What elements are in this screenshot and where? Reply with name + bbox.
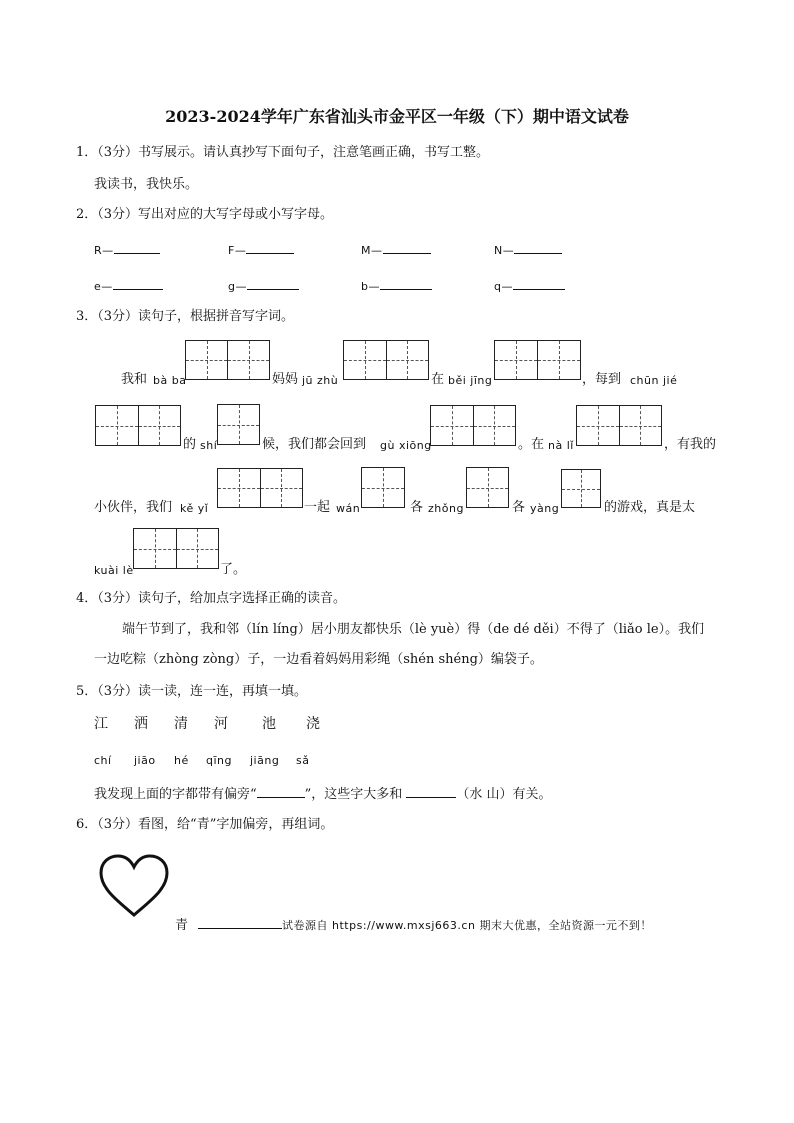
question-4-heading: 4．（3分）读句子，给加点字选择正确的读音。 [76, 591, 347, 606]
sentence-text: 各 [410, 500, 424, 515]
letter-label: F— [228, 244, 247, 257]
answer-blank[interactable] [114, 240, 160, 254]
pinyin-prompt: shí [200, 439, 218, 452]
sentence-text: 各 [512, 500, 526, 515]
writing-grid[interactable] [561, 469, 601, 508]
question-4-line: 端午节到了，我和邻（lín líng）居小朋友都快乐（lè yuè）得（de dé děi）不得了（liǎo le）。我们 [122, 622, 705, 637]
pinyin-prompt: chūn jié [630, 374, 678, 387]
page-title: 2023-2024学年广东省汕头市金平区一年级（下）期中语文试卷 [165, 107, 629, 126]
pinyin-prompt: kě yǐ [180, 502, 209, 515]
question-1-heading: 1．（3分）书写展示。请认真抄写下面句子，注意笔画正确，书写工整。 [76, 145, 490, 160]
writing-grid[interactable] [576, 405, 662, 446]
answer-blank[interactable] [198, 915, 282, 929]
letter-item [361, 240, 431, 260]
pinyin-prompt: bà ba [153, 374, 187, 387]
writing-grid[interactable] [133, 528, 219, 569]
answer-blank[interactable] [513, 276, 565, 290]
writing-grid[interactable] [430, 405, 516, 446]
question-3-heading: 3．（3分）读句子，根据拼音写字词。 [76, 309, 295, 324]
question-1-sentence: 我读书，我快乐。 [94, 177, 199, 192]
character-row [94, 715, 346, 734]
question-4-line: 一边吃粽（zhòng zòng）子，一边看着妈妈用彩绳（shén shéng）编袋子。 [94, 652, 543, 667]
question-5-fill [94, 784, 551, 804]
pinyin-option[interactable]: chí [94, 754, 112, 767]
pinyin-option[interactable]: jiāo [134, 754, 156, 767]
letter-item [494, 240, 562, 260]
letter-item [94, 240, 160, 260]
sentence-text: 候，我们都会回到 [262, 437, 367, 452]
pinyin-option[interactable]: qīng [206, 754, 232, 767]
pinyin-prompt: nà lǐ [548, 439, 574, 452]
answer-blank[interactable] [383, 240, 431, 254]
pinyin-row [94, 752, 326, 770]
pinyin-option[interactable]: hé [174, 754, 189, 767]
letter-label: b— [361, 280, 380, 293]
fill-text: 我发现上面的字都带有偏旁“ [94, 787, 257, 802]
sentence-text: 的 [183, 437, 197, 452]
writing-grid[interactable] [217, 404, 260, 445]
sentence-text: 在 [431, 372, 445, 387]
letter-label: N— [494, 244, 515, 257]
watermark-note: 试卷源自 https://www.mxsj663.cn 期末大优惠，全站资源一元不到！ [282, 919, 652, 932]
letter-label: R— [94, 244, 114, 257]
letter-label: q— [494, 280, 513, 293]
letter-item [228, 240, 294, 260]
character[interactable]: 浇 [306, 716, 320, 732]
writing-grid[interactable] [185, 340, 270, 380]
sentence-text: 。在 [518, 437, 545, 452]
pinyin-option[interactable]: jiāng [250, 754, 280, 767]
pinyin-prompt: yàng [530, 502, 560, 515]
answer-blank[interactable] [514, 240, 562, 254]
letter-label: g— [228, 280, 247, 293]
character[interactable]: 江 [94, 716, 108, 732]
character[interactable]: 洒 [134, 716, 148, 732]
writing-grid[interactable] [466, 467, 509, 508]
sentence-text: 小伙伴，我们 [94, 500, 173, 515]
pinyin-prompt: jū zhù [302, 374, 339, 387]
fill-text: （水 山）有关。 [456, 787, 552, 802]
letter-item [361, 276, 432, 296]
question-6-answer [175, 915, 652, 935]
letter-item [494, 276, 565, 296]
base-character: 青 [175, 918, 189, 933]
answer-blank[interactable] [257, 784, 305, 798]
question-2-heading: 2．（3分）写出对应的大写字母或小写字母。 [76, 207, 334, 222]
pinyin-prompt: wán [336, 502, 361, 515]
answer-blank[interactable] [380, 276, 432, 290]
writing-grid[interactable] [217, 468, 303, 508]
writing-grid[interactable] [361, 467, 405, 508]
pinyin-prompt: zhǒng [428, 502, 464, 515]
letter-item [94, 276, 163, 296]
pinyin-prompt: běi jīng [448, 374, 493, 387]
sentence-text: ，每到 [582, 372, 622, 387]
sentence-text: ，有我的 [664, 437, 717, 452]
character[interactable]: 清 [174, 716, 188, 732]
question-6-heading: 6．（3分）看图，给“青”字加偏旁，再组词。 [76, 817, 334, 832]
writing-grid[interactable] [95, 405, 181, 446]
letter-item [228, 276, 299, 296]
pinyin-prompt: gù xiōng [380, 439, 432, 452]
pinyin-option[interactable]: sǎ [296, 754, 310, 767]
answer-blank[interactable] [247, 276, 299, 290]
writing-grid[interactable] [343, 340, 429, 380]
character[interactable]: 池 [262, 716, 276, 732]
sentence-text: 的游戏，真是太 [604, 500, 696, 515]
pinyin-prompt: kuài lè [94, 564, 134, 577]
letter-label: M— [361, 244, 383, 257]
answer-blank[interactable] [406, 784, 456, 798]
heart-icon [98, 853, 170, 919]
character[interactable]: 河 [214, 716, 228, 732]
question-5-heading: 5．（3分）读一读，连一连，再填一填。 [76, 684, 308, 699]
answer-blank[interactable] [246, 240, 294, 254]
sentence-text: 我和 [121, 372, 148, 387]
sentence-text: 了。 [220, 562, 247, 577]
answer-blank[interactable] [113, 276, 163, 290]
writing-grid[interactable] [494, 340, 581, 380]
sentence-text: 一起 [304, 500, 331, 515]
sentence-text: 妈妈 [272, 372, 299, 387]
fill-text: ”，这些字大多和 [304, 787, 403, 802]
letter-label: e— [94, 280, 113, 293]
